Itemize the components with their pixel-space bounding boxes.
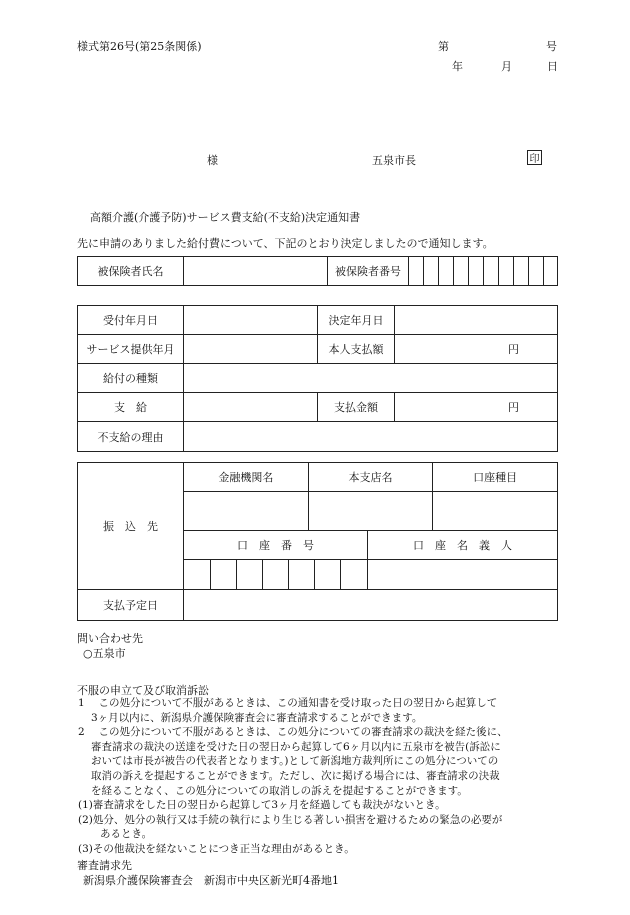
non-payment-reason-field[interactable] [184, 422, 558, 452]
bank-name-label: 金融機関名 [184, 463, 309, 491]
payment-field[interactable] [184, 393, 318, 422]
appeal-line: 2 この処分について不服があるときは、この処分についての審査請求の裁決を経た後に、 [78, 726, 508, 739]
decision-date-label: 決定年月日 [318, 306, 395, 335]
insured-name-field[interactable] [184, 257, 328, 286]
insured-number-digit[interactable] [544, 257, 558, 286]
appeal-line: 3ヶ月以内に、新潟県介護保険審査会に審査請求することができます。 [91, 711, 423, 724]
addressee-honorific: 様 [207, 154, 218, 167]
appeal-line: を経ることなく、この処分についての取消しの訴えを提起することができます。 [91, 784, 468, 797]
yen-unit: 円 [508, 401, 519, 414]
payment-amount-field[interactable] [395, 393, 558, 422]
self-payment-label: 本人支払額 [318, 335, 395, 364]
insured-number-digit[interactable] [409, 257, 424, 286]
document-title: 高額介護(介護予防)サービス費支給(不支給)決定通知書 [90, 211, 361, 224]
bank-name-field[interactable] [184, 492, 309, 530]
bank-value-cell [184, 492, 558, 531]
account-holder-label: 口 座 名 義 人 [368, 531, 558, 560]
appeal-notes [78, 696, 558, 857]
received-date-field[interactable] [184, 306, 318, 335]
benefit-type-field[interactable] [184, 364, 558, 393]
insured-number-digit[interactable] [454, 257, 469, 286]
insured-number-digit[interactable] [499, 257, 514, 286]
service-month-label: サービス提供年月 [78, 335, 184, 364]
insured-number-digit[interactable] [484, 257, 499, 286]
payment-date-label: 支払予定日 [78, 590, 184, 621]
form-number: 様式第26号(第25条関係) [77, 40, 202, 53]
account-number-digit[interactable] [184, 560, 211, 590]
appeal-line: (1)審査請求をした日の翌日から起算して3ヶ月を経過しても裁決がないとき。 [78, 799, 446, 812]
contact-label: 問い合わせ先 [77, 632, 143, 645]
self-payment-field[interactable] [395, 335, 558, 364]
non-payment-reason-label: 不支給の理由 [78, 422, 184, 452]
payment-date-field[interactable] [184, 590, 558, 621]
contact-value: ○五泉市 [83, 647, 126, 660]
account-number-digit[interactable] [211, 560, 237, 590]
request-destination-value: 新潟県介護保険審査会 新潟市中央区新光町4番地1 [83, 874, 339, 887]
account-number-digit[interactable] [289, 560, 315, 590]
seal-mark: 印 [527, 150, 542, 165]
account-type-label: 口座種目 [473, 471, 518, 484]
appeal-line: 1 この処分について不服があるときは、この通知書を受け取った日の翌日から起算して [78, 697, 498, 709]
service-month-field[interactable] [184, 335, 318, 364]
account-number-digit[interactable] [341, 560, 368, 590]
payment-amount-label: 支払金額 [318, 393, 395, 422]
account-type-field[interactable] [433, 492, 557, 530]
account-number-digit[interactable] [237, 560, 263, 590]
appeal-line: 審査請求の裁決の送達を受けた日の翌日から起算して6ヶ月以内に五泉市を被告(訴訟に [91, 740, 501, 753]
insured-table [77, 256, 558, 286]
issuer-name: 五泉市長 [372, 154, 416, 167]
doc-number-suffix: 号 [546, 40, 557, 53]
insured-number-digit[interactable] [529, 257, 544, 286]
account-number-label: 口 座 番 号 [184, 531, 368, 560]
yen-unit: 円 [508, 343, 519, 356]
insured-number-digit[interactable] [514, 257, 529, 286]
account-holder-field[interactable] [368, 560, 558, 590]
insured-name-label: 被保険者氏名 [78, 257, 184, 286]
appeal-line: (2)処分、処分の執行又は手続の執行により生じる著しい損害を避けるための緊急の必要が [78, 813, 503, 826]
appeal-line: あるとき。 [100, 828, 153, 841]
decision-table [77, 305, 558, 452]
branch-name-field[interactable] [309, 492, 434, 530]
branch-name-label: 本支店名 [309, 463, 434, 491]
decision-date-field[interactable] [395, 306, 558, 335]
appeal-heading: 不服の申立て及び取消訴訟 [77, 684, 209, 697]
appeal-line: (3)その他裁決を経ないことにつき正当な理由があるとき。 [78, 842, 355, 855]
date-month: 月 [501, 60, 512, 73]
received-date-label: 受付年月日 [78, 306, 184, 335]
intro-text: 先に申請のありました給付費について、下記のとおり決定しましたので通知します。 [77, 237, 494, 250]
account-number-digit[interactable] [263, 560, 289, 590]
benefit-type-label: 給付の種類 [78, 364, 184, 393]
bank-transfer-table [77, 462, 558, 621]
appeal-line: おいては市長が被告の代表者となります。)として新潟地方裁判所にこの処分についての [91, 755, 499, 768]
transfer-to-label: 振 込 先 [78, 463, 184, 590]
appeal-line: 取消の訴えを提起することができます。ただし、次に掲げる場合には、審査請求の決裁 [91, 769, 500, 782]
request-destination-label: 審査請求先 [77, 859, 132, 872]
insured-number-digit[interactable] [439, 257, 454, 286]
insured-number-digit[interactable] [424, 257, 439, 286]
insured-number-digit[interactable] [469, 257, 484, 286]
date-day: 日 [547, 60, 558, 73]
date-year: 年 [452, 60, 463, 73]
bank-header-cell [184, 463, 558, 492]
insured-number-label: 被保険者番号 [328, 257, 409, 286]
doc-number-prefix: 第 [438, 40, 449, 53]
account-number-digit[interactable] [315, 560, 341, 590]
payment-label: 支 給 [78, 393, 184, 422]
